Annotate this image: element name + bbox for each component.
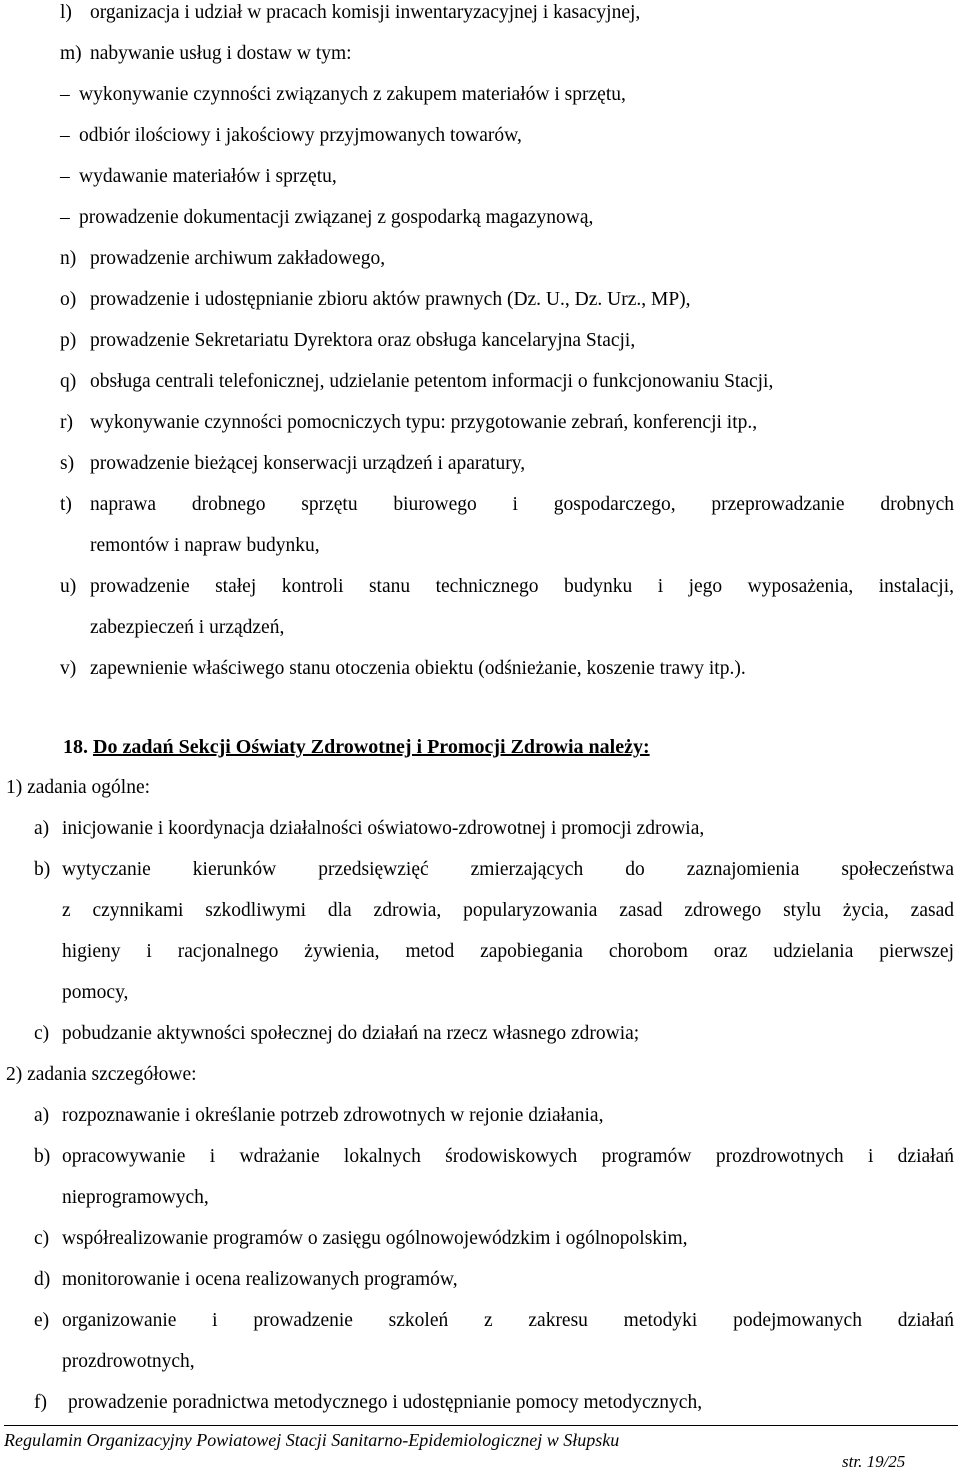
specific-label-b: b) — [34, 1146, 51, 1167]
section-number: 18. — [63, 736, 88, 758]
item-label-v: v) — [60, 658, 77, 679]
section-title: Do zadań Sekcji Oświaty Zdrowotnej i Promocji Zdrowia należy: — [93, 736, 650, 758]
specific-label-a: a) — [34, 1105, 50, 1126]
specific-text-b: opracowywanie i wdrażanie lokalnych środowiskowych programów prozdrowotnych i działań — [62, 1146, 954, 1167]
specific-text-e-cont: prozdrowotnych, — [62, 1351, 195, 1372]
general-text-a: inicjowanie i koordynacja działalności oświatowo-zdrowotnej i promocji zdrowia, — [62, 818, 705, 839]
footer-divider — [4, 1425, 958, 1426]
footer-page-number: str. 19/25 — [842, 1452, 906, 1471]
specific-label-c: c) — [34, 1228, 50, 1249]
item-text-u: prowadzenie stałej kontroli stanu technicznego budynku i jego wyposażenia, instalacji, — [90, 576, 954, 597]
general-text-b-line2: z czynnikami szkodliwymi dla zdrowia, popularyzowania zasad zdrowego stylu życia, zasad — [62, 900, 954, 921]
item-text-v: zapewnienie właściwego stanu otoczenia obiektu (odśnieżanie, koszenie trawy itp.). — [90, 658, 746, 679]
general-label-c: c) — [34, 1023, 50, 1044]
item-label-r: r) — [60, 412, 73, 433]
specific-heading: 2) zadania szczegółowe: — [6, 1064, 197, 1085]
item-label-p: p) — [60, 330, 77, 351]
item-label-o: o) — [60, 289, 77, 310]
general-label-b: b) — [34, 859, 51, 880]
specific-text-f: prowadzenie poradnictwa metodycznego i udostępnianie pomocy metodycznych, — [68, 1392, 703, 1413]
item-label-u: u) — [60, 576, 77, 597]
item-text-m: nabywanie usług i dostaw w tym: — [90, 43, 352, 64]
item-text-p: prowadzenie Sekretariatu Dyrektora oraz obsługa kancelaryjna Stacji, — [90, 330, 636, 351]
item-text-s: prowadzenie bieżącej konserwacji urządzeń i aparatury, — [90, 453, 526, 474]
item-label-m: m) — [60, 43, 82, 64]
dash-item: prowadzenie dokumentacji związanej z gospodarką magazynową, — [79, 207, 594, 228]
dash-marker: – — [60, 125, 70, 146]
item-text-o: prowadzenie i udostępnianie zbioru aktów prawnych (Dz. U., Dz. Urz., MP), — [90, 289, 691, 310]
item-text-t: naprawa drobnego sprzętu biurowego i gospodarczego, przeprowadzanie drobnych — [90, 494, 954, 515]
general-text-b-line1: wytyczanie kierunków przedsięwzięć zmierzających do zaznajomienia społeczeństwa — [62, 859, 954, 880]
specific-text-e: organizowanie i prowadzenie szkoleń z zakresu metodyki podejmowanych działań — [62, 1310, 954, 1331]
specific-label-f: f) — [34, 1392, 47, 1413]
item-label-l: l) — [60, 2, 72, 23]
general-text-c: pobudzanie aktywności społecznej do działań na rzecz własnego zdrowia; — [62, 1023, 640, 1044]
dash-marker: – — [60, 84, 70, 105]
general-text-b-line4: pomocy, — [62, 982, 129, 1003]
specific-text-a: rozpoznawanie i określanie potrzeb zdrowotnych w rejonie działania, — [62, 1105, 604, 1126]
item-text-u-cont: zabezpieczeń i urządzeń, — [90, 617, 285, 638]
item-label-t: t) — [60, 494, 72, 515]
footer-title: Regulamin Organizacyjny Powiatowej Stacji Sanitarno-Epidemiologicznej w Słupsku — [4, 1430, 620, 1450]
dash-marker: – — [60, 166, 70, 187]
item-text-l: organizacja i udział w pracach komisji inwentaryzacyjnej i kasacyjnej, — [90, 2, 641, 23]
general-label-a: a) — [34, 818, 50, 839]
item-label-q: q) — [60, 371, 77, 392]
item-text-n: prowadzenie archiwum zakładowego, — [90, 248, 386, 269]
item-text-r: wykonywanie czynności pomocniczych typu: przygotowanie zebrań, konferencji itp., — [90, 412, 758, 433]
section-heading — [63, 736, 650, 758]
item-text-t-cont: remontów i napraw budynku, — [90, 535, 320, 556]
item-text-q: obsługa centrali telefonicznej, udzielanie petentom informacji o funkcjonowaniu Stacji, — [90, 371, 774, 392]
specific-label-e: e) — [34, 1310, 50, 1331]
general-heading: 1) zadania ogólne: — [6, 777, 151, 798]
dash-item: wykonywanie czynności związanych z zakupem materiałów i sprzętu, — [79, 84, 626, 105]
specific-text-b-cont: nieprogramowych, — [62, 1187, 209, 1208]
dash-item: odbiór ilościowy i jakościowy przyjmowanych towarów, — [79, 125, 522, 146]
dash-item: wydawanie materiałów i sprzętu, — [79, 166, 337, 187]
general-text-b-line3: higieny i racjonalnego żywienia, metod zapobiegania chorobom oraz udzielania pierwszej — [62, 941, 954, 962]
item-label-s: s) — [60, 453, 75, 474]
dash-marker: – — [60, 207, 70, 228]
item-label-n: n) — [60, 248, 77, 269]
specific-label-d: d) — [34, 1269, 51, 1290]
specific-text-c: współrealizowanie programów o zasięgu ogólnowojewódzkim i ogólnopolskim, — [62, 1228, 688, 1249]
specific-text-d: monitorowanie i ocena realizowanych programów, — [62, 1269, 458, 1290]
